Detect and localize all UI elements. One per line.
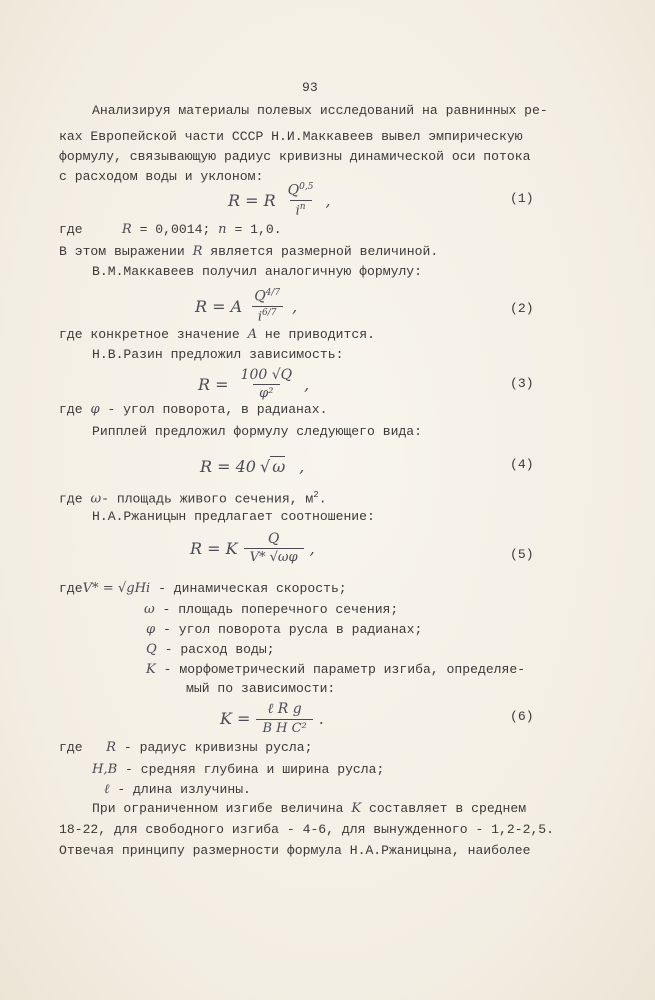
paragraph-line: Рипплей предложил формулу следующего вида: bbox=[92, 424, 423, 439]
page-number: 93 bbox=[302, 80, 318, 95]
formula-lhs: R = bbox=[198, 374, 229, 394]
exponent: 4/7 bbox=[265, 288, 281, 298]
exponent: n bbox=[299, 201, 306, 212]
formula-lhs: R = 40 bbox=[200, 456, 256, 476]
text: При ограниченном изгибе величина bbox=[92, 801, 344, 816]
paragraph-line bbox=[59, 243, 438, 261]
symbol: ω bbox=[144, 602, 155, 617]
where-line bbox=[59, 326, 375, 344]
symbol: ω bbox=[90, 491, 102, 507]
symbol: A bbox=[247, 327, 258, 342]
definition-line bbox=[144, 601, 398, 619]
sqrt-sign: √ bbox=[259, 456, 271, 476]
formula-3 bbox=[198, 362, 309, 406]
formula-lhs: R = R bbox=[228, 190, 276, 210]
formula-number: (2) bbox=[510, 301, 534, 316]
numerator: Q bbox=[287, 182, 300, 199]
formula-1 bbox=[228, 178, 331, 222]
formula-6 bbox=[220, 696, 324, 740]
symbol: R bbox=[121, 222, 132, 237]
paragraph-line: В.М.Маккавеев получил аналогичную формулу: bbox=[92, 264, 423, 279]
where-line bbox=[59, 739, 312, 757]
paragraph-line bbox=[92, 800, 526, 818]
text: - угол поворота русла в радианах; bbox=[155, 622, 423, 637]
symbol: R bbox=[106, 740, 117, 755]
text: где bbox=[59, 740, 83, 755]
punctuation: , bbox=[309, 538, 315, 558]
radicand: ω bbox=[272, 457, 286, 476]
exponent: 0,5 bbox=[299, 182, 314, 192]
numerator: Q bbox=[254, 288, 266, 305]
paragraph-line: с расходом воды и уклоном: bbox=[59, 169, 264, 184]
text: . bbox=[318, 491, 327, 507]
denominator: B H C² bbox=[256, 719, 312, 736]
paragraph-line: Н.В.Разин предложил зависимость: bbox=[92, 347, 344, 362]
definition-line bbox=[104, 781, 251, 799]
formula-4 bbox=[200, 452, 304, 480]
text: где конкретное значение bbox=[59, 327, 240, 342]
text: где bbox=[59, 222, 83, 237]
paragraph-line: Отвечая принципу размерности формула Н.А.Ржаницына, наиболее bbox=[59, 843, 531, 858]
numerator: Q bbox=[267, 531, 280, 547]
paragraph-line: ках Европейской части СССР Н.И.Маккавеев вывел эмпирическую bbox=[59, 129, 523, 144]
definition-line bbox=[92, 761, 384, 779]
text: - средняя глубина и ширина русла; bbox=[117, 762, 385, 777]
denominator: i bbox=[295, 202, 300, 218]
text: составляет в среднем bbox=[361, 801, 527, 816]
text: - угол поворота, в радианах. bbox=[99, 402, 328, 417]
punctuation: . bbox=[318, 708, 324, 728]
formula-number: (3) bbox=[510, 376, 534, 391]
text: - расход воды; bbox=[156, 642, 275, 657]
text: - длина излучины. bbox=[109, 782, 251, 797]
where-line bbox=[59, 580, 347, 598]
text: не приводится. bbox=[257, 327, 375, 342]
denominator: V* √ωφ bbox=[244, 548, 304, 565]
symbol: R bbox=[192, 244, 203, 259]
text: = 0,0014; bbox=[131, 222, 211, 237]
denominator: i bbox=[257, 308, 263, 324]
text: является размерной величиной. bbox=[202, 244, 439, 259]
symbol: V* = √gHi bbox=[82, 581, 151, 596]
paragraph-line: формулу, связывающую радиус кривизны динамической оси потока bbox=[59, 149, 531, 164]
denominator: φ² bbox=[253, 384, 279, 401]
paragraph-line: Н.А.Ржаницын предлагает соотношение: bbox=[92, 509, 375, 524]
formula-lhs: R = K bbox=[190, 538, 238, 558]
symbol: φ bbox=[146, 622, 156, 637]
text: В этом выражении bbox=[59, 244, 185, 259]
symbol: n bbox=[218, 222, 227, 237]
symbol: K bbox=[146, 662, 156, 677]
text: = 1,0. bbox=[226, 222, 282, 237]
symbol: H,B bbox=[92, 762, 118, 777]
text: где bbox=[59, 491, 83, 507]
formula-number: (5) bbox=[510, 547, 534, 562]
punctuation: , bbox=[325, 190, 331, 210]
text: - динамическая скорость; bbox=[150, 581, 347, 596]
text: - площадь живого сечения, м bbox=[101, 491, 314, 507]
formula-5 bbox=[190, 526, 315, 570]
exponent: 6/7 bbox=[262, 307, 277, 318]
definition-line: мый по зависимости: bbox=[186, 681, 336, 696]
symbol: φ bbox=[90, 402, 100, 417]
symbol: K bbox=[351, 801, 362, 816]
superscript: 2 bbox=[313, 490, 319, 500]
formula-number: (4) bbox=[510, 457, 534, 472]
paragraph-line: 18-22, для свободного изгиба - 4-6, для вынужденного - 1,2-2,5. bbox=[59, 822, 555, 837]
numerator: ℓ R g bbox=[267, 700, 302, 717]
symbol: ℓ bbox=[104, 782, 110, 797]
where-line bbox=[59, 401, 327, 419]
text: - радиус кривизны русла; bbox=[116, 740, 313, 755]
text: - площадь поперечного сечения; bbox=[154, 602, 399, 617]
text: где bbox=[59, 581, 83, 596]
symbol: Q bbox=[146, 642, 157, 657]
where-line bbox=[59, 221, 282, 239]
punctuation: , bbox=[292, 296, 298, 316]
formula-2 bbox=[195, 284, 297, 328]
punctuation: , bbox=[299, 456, 305, 476]
formula-lhs: K = bbox=[220, 708, 251, 728]
text: где bbox=[59, 402, 83, 417]
where-line bbox=[59, 486, 327, 508]
formula-number: (1) bbox=[510, 191, 534, 206]
formula-number: (6) bbox=[510, 709, 534, 724]
definition-line bbox=[146, 621, 422, 639]
punctuation: , bbox=[304, 374, 310, 394]
definition-line bbox=[146, 641, 275, 659]
definition-line bbox=[146, 661, 525, 679]
formula-lhs: R = A bbox=[195, 296, 243, 316]
numerator: 100 √Q bbox=[240, 367, 293, 383]
text: - морфометрический параметр изгиба, определяе- bbox=[155, 662, 526, 677]
paragraph-line: Анализируя материалы полевых исследований на равнинных ре- bbox=[92, 103, 548, 118]
